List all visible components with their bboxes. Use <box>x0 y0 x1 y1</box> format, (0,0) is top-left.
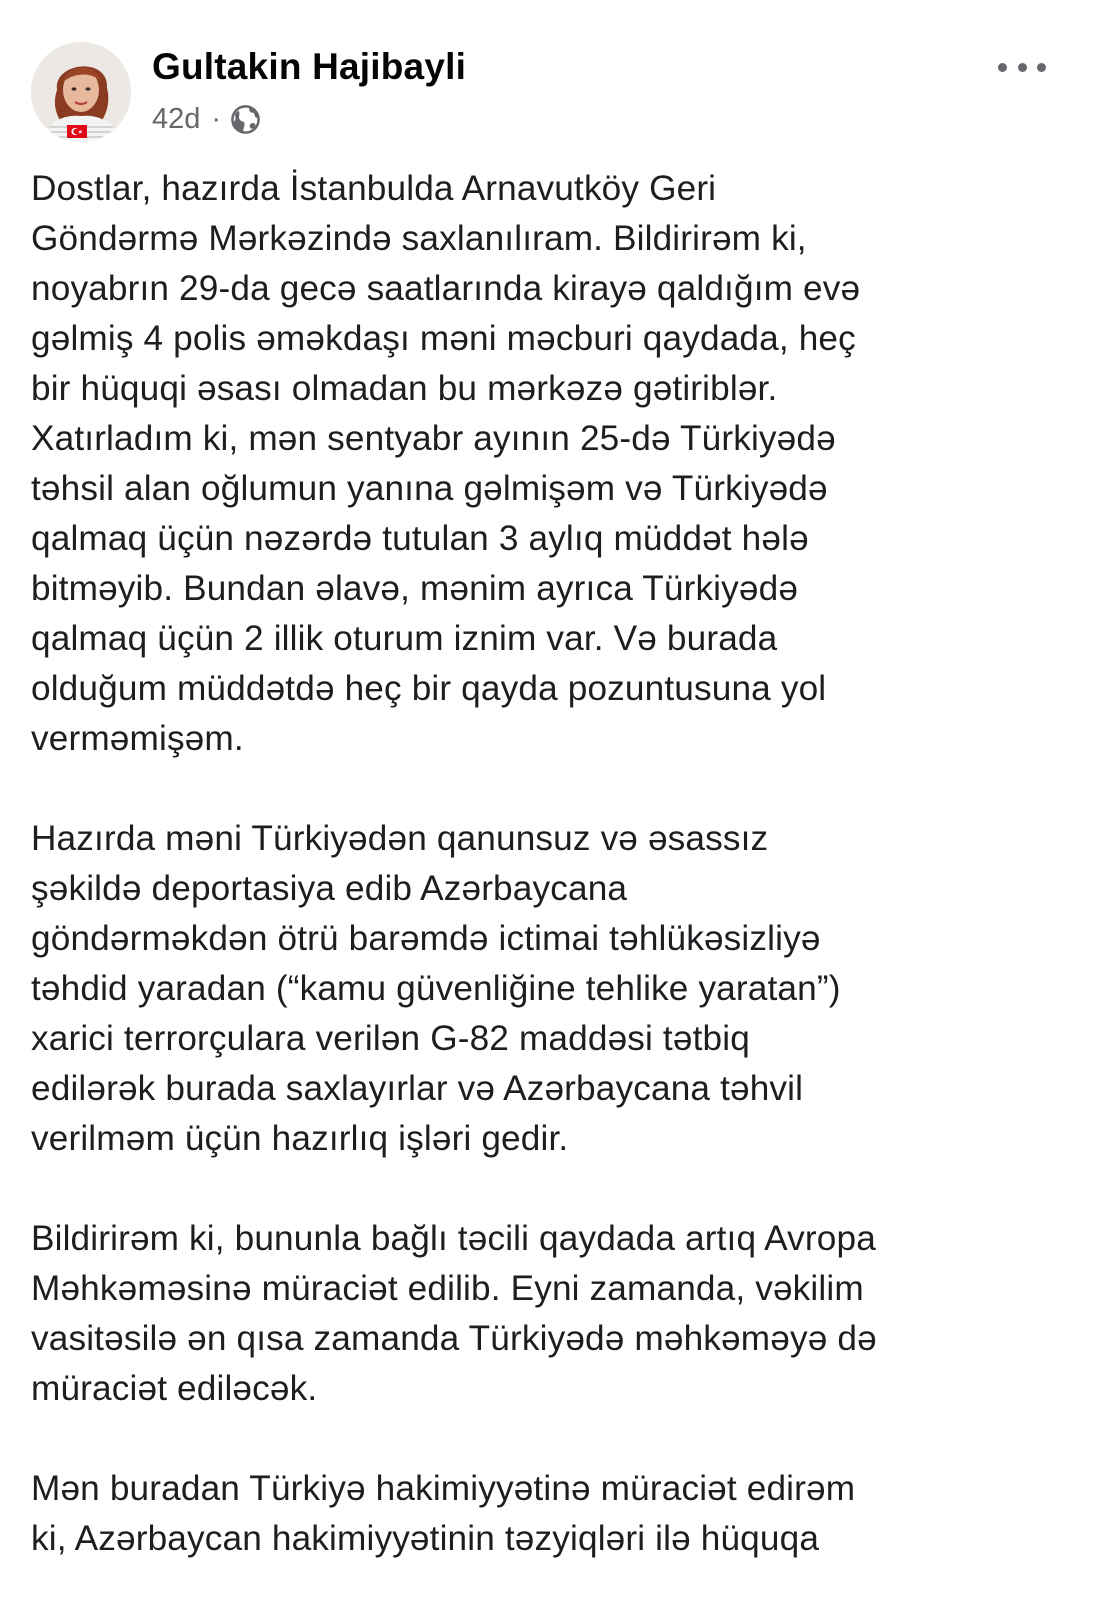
post-text <box>31 164 1081 1614</box>
text-line: Məhkəməsinə müraciət edilib. Eyni zamanda, vəkilim <box>31 1269 864 1308</box>
text-line: edilərək burada saxlayırlar və Azərbaycana təhvil <box>31 1069 804 1108</box>
more-options-button[interactable] <box>998 50 1046 84</box>
paragraph-4 <box>31 1464 1081 1564</box>
text-line: noyabrın 29-da gecə saatlarında kirayə qaldığım evə <box>31 269 861 308</box>
globe-icon[interactable] <box>230 104 261 135</box>
author-name[interactable]: Gultakin Hajibayli <box>152 46 467 87</box>
post-meta <box>152 100 261 138</box>
paragraph-1 <box>31 164 1081 764</box>
text-line: Dostlar, hazırda İstanbulda Arnavutköy Geri <box>31 169 717 208</box>
post-header <box>0 0 1098 150</box>
text-line: bitməyib. Bundan əlavə, mənim ayrıca Türkiyədə <box>31 569 799 608</box>
paragraph-3 <box>31 1214 1081 1414</box>
text-line: Hazırda məni Türkiyədən qanunsuz və əsassız <box>31 819 769 858</box>
text-line: xarici terrorçulara verilən G-82 maddəsi tətbiq <box>31 1019 750 1058</box>
text-line: müraciət ediləcək. <box>31 1369 318 1408</box>
text-line: Mən buradan Türkiyə hakimiyyətinə müraciət edirəm <box>31 1469 856 1508</box>
more-dot <box>1037 63 1046 72</box>
text-line: Xatırladım ki, mən sentyabr ayının 25-də Türkiyədə <box>31 419 836 458</box>
text-line: verməmişəm. <box>31 719 244 758</box>
meta-separator: · <box>211 102 222 135</box>
text-line: göndərməkdən ötrü barəmdə ictimai təhlükəsizliyə <box>31 919 821 958</box>
text-line: Göndərmə Mərkəzində saxlanılıram. Bildirirəm ki, <box>31 219 807 258</box>
text-line: ki, Azərbaycan hakimiyyətinin təzyiqləri ilə hüquqa <box>31 1519 820 1558</box>
post-timestamp[interactable]: 42d <box>152 102 201 135</box>
text-line: olduğum müddətdə heç bir qayda pozuntusuna yol <box>31 669 827 708</box>
text-line: Bildirirəm ki, bununla bağlı təcili qaydada artıq Avropa <box>31 1219 876 1258</box>
more-dot <box>998 63 1007 72</box>
text-line: şəkildə deportasiya edib Azərbaycana <box>31 869 628 908</box>
text-line: qalmaq üçün 2 illik oturum iznim var. Və burada <box>31 619 778 658</box>
text-line: təhsil alan oğlumun yanına gəlmişəm və Türkiyədə <box>31 469 828 508</box>
paragraph-2 <box>31 814 1081 1164</box>
more-dot <box>1018 63 1027 72</box>
text-line: gəlmiş 4 polis əməkdaşı məni məcburi qaydada, heç <box>31 319 856 358</box>
text-line: qalmaq üçün nəzərdə tutulan 3 aylıq müddət hələ <box>31 519 809 558</box>
text-line: vasitəsilə ən qısa zamanda Türkiyədə məhkəməyə də <box>31 1319 877 1358</box>
author-avatar[interactable] <box>31 42 131 142</box>
text-line: verilməm üçün hazırlıq işləri gedir. <box>31 1119 569 1158</box>
text-line: bir hüquqi əsası olmadan bu mərkəzə gətiriblər. <box>31 369 778 408</box>
text-line: təhdid yaradan (“kamu güvenliğine tehlike yaratan”) <box>31 969 841 1008</box>
avatar-photo <box>31 42 131 142</box>
